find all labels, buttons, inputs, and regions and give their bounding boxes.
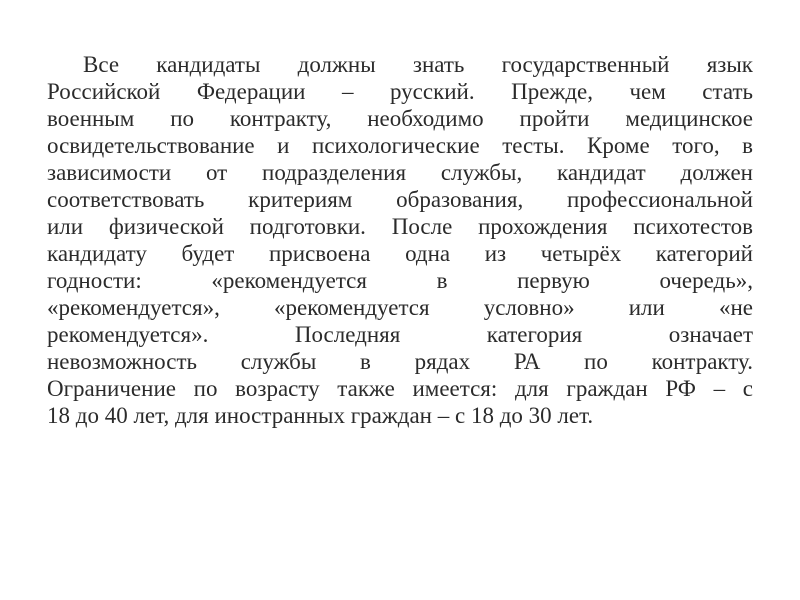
text-line: «рекомендуется», «рекомендуется условно» или «не — [47, 295, 753, 320]
text-line: военным по контракту, необходимо пройти медицинское — [47, 106, 753, 131]
text-line: или физической подготовки. После прохождения психотестов — [47, 214, 753, 239]
text-line: Российской Федерации – русский. Прежде, чем стать — [47, 79, 753, 104]
text-line: кандидату будет присвоена одна из четырёх категорий — [47, 241, 753, 266]
text-line: Все кандидаты должны знать государственный язык — [83, 52, 753, 77]
text-line: невозможность службы в рядах РА по контракту. — [47, 349, 753, 374]
text-line: 18 до 40 лет, для иностранных граждан – с 18 до 30 лет. — [47, 403, 594, 428]
text-line: годности: «рекомендуется в первую очередь», — [47, 268, 753, 293]
body-paragraph — [47, 51, 753, 429]
text-line: соответствовать критериям образования, профессиональной — [47, 187, 753, 212]
text-line: зависимости от подразделения службы, кандидат должен — [47, 160, 753, 185]
text-line: Ограничение по возрасту также имеется: для граждан РФ – с — [47, 376, 753, 401]
text-line: рекомендуется». Последняя категория означает — [47, 322, 753, 347]
text-line: освидетельствование и психологические тесты. Кроме того, в — [47, 133, 753, 158]
